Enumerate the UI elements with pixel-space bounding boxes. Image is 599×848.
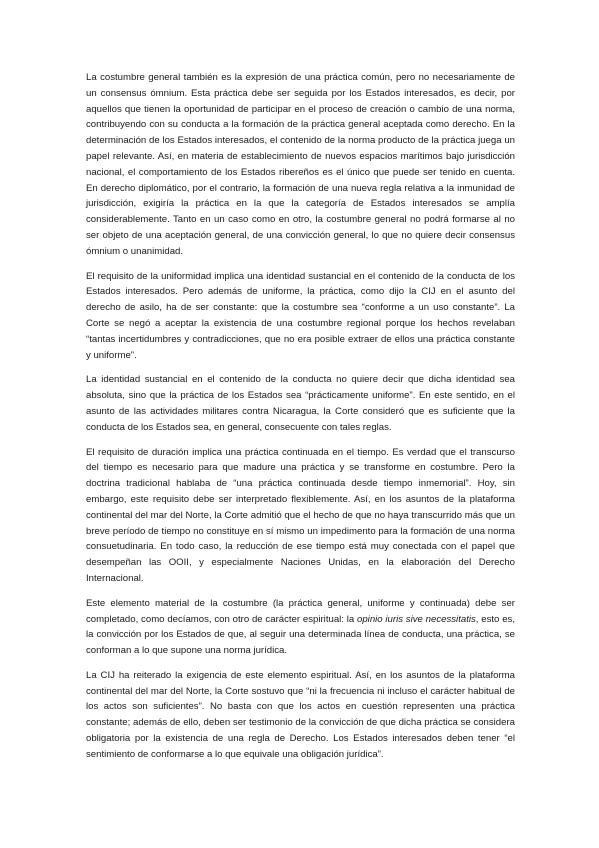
paragraph-cij-spiritual-element bbox=[86, 668, 515, 763]
paragraph-text: , esto es, la convicción por los Estados de que, al seguir una determinada línea de conducta, una práctica, se conforman a lo que supone una norma jurídica. bbox=[86, 613, 515, 657]
paragraph-text: La identidad sustancial en el contenido de la conducta no quiere decir que dicha identidad sea absoluta, sino que la práctica de los Estados sea “prácticamente uniforme”. En este sentido, en el asunto de las actividades militares contra Nicaragua, la Corte consideró que es suficiente que la conducta de los Estados sea, en general, consecuente con tales reglas. bbox=[86, 374, 515, 433]
paragraph-general-custom bbox=[86, 70, 515, 260]
document-page bbox=[86, 70, 515, 772]
paragraph-text: Este elemento material de la costumbre (la práctica general, uniforme y continuada) debe ser completado, como decíamos, con otro de carácter espiritual: la bbox=[86, 597, 515, 625]
paragraph-substantial-identity bbox=[86, 372, 515, 435]
latin-term: opinio iuris sive necessitatis bbox=[357, 613, 476, 625]
paragraph-uniformity bbox=[86, 269, 515, 364]
paragraph-opinio-iuris bbox=[86, 596, 515, 659]
paragraph-text: La costumbre general también es la expresión de una práctica común, pero no necesariamente de un consensus ómnium. Esta práctica debe ser seguida por los Estados interesados, es decir, por aquellos que tienen la oportunidad de participar en el proceso de creación o cambio de una norma, contribuyendo con su conducta a la formación de la práctica general aceptada como derecho. En la determinación de los Estados interesados, el contenido de la norma producto de la práctica juega un papel relevante. Así, en materia de establecimiento de nuevos espacios marítimos bajo jurisdicción nacional, el comportamiento de los Estados ribereños es el único que puede ser tenido en cuenta. En derecho diplomático, por el contrario, la formación de una nueva regla relativa a la inmunidad de jurisdicción, exigiría la práctica en la que la categoría de Estados interesados se amplía considerablemente. Tanto en un caso como en otro, la costumbre general no podrá formarse al no ser objeto de una aceptación general, de una convicción general, lo que no quiere decir consensus ómnium o unanimidad. bbox=[86, 72, 515, 257]
paragraph-text: La CIJ ha reiterado la exigencia de este elemento espiritual. Así, en los asuntos de la plataforma continental del mar del Norte, la Corte sostuvo que “ni la frecuencia ni incluso el carácter habitual de los actos son suficientes”. No basta con que los actos en cuestión representen una práctica constante; además de ello, deben ser testimonio de la convicción de que dicha práctica se considera obligatoria por la existencia de una regla de Derecho. Los Estados interesados deben tener “el sentimiento de conformarse a lo que equivale una obligación jurídica”. bbox=[86, 669, 515, 760]
paragraph-duration bbox=[86, 445, 515, 587]
paragraph-text: El requisito de duración implica una práctica continuada en el tiempo. Es verdad que el transcurso del tiempo es necesario para que madure una práctica y se transforme en costumbre. Pero la doctrina tradicional hablaba de “una práctica continuada desde tiempo inmemorial”. Hoy, sin embargo, este requisito debe ser interpretado flexiblemente. Así, en los asuntos de la plataforma continental del mar del Norte, la Corte admitió que el hecho de que no haya transcurrido más que un breve período de tiempo no constituye en sí mismo un impedimento para la formación de una norma consuetudinaria. En todo caso, la reducción de ese tiempo está muy conectada con el papel que desempeñan las OOII, y especialmente Naciones Unidas, en la elaboración del Derecho Internacional. bbox=[86, 446, 515, 584]
paragraph-text: El requisito de la uniformidad implica una identidad sustancial en el contenido de la conducta de los Estados interesados. Pero además de uniforme, la práctica, como dijo la CIJ en el asunto del derecho de asilo, ha de ser constante: que la costumbre sea “conforme a un uso constante”. La Corte se negó a aceptar la existencia de una costumbre regional porque los hechos revelaban “tantas incertidumbres y contradicciones, que no era posible extraer de ellos una práctica constante y uniforme”. bbox=[86, 270, 515, 361]
